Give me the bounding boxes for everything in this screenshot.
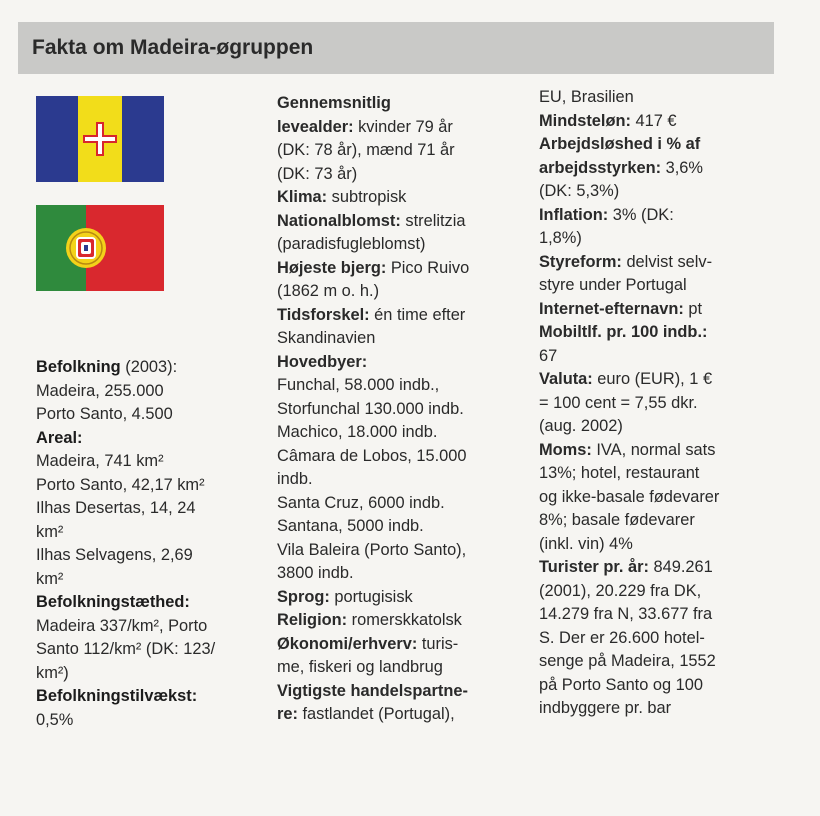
fact-internet: Internet-efternavn: pt: [539, 299, 703, 318]
fact-befolkning: Befolkning (2003): Madeira, 255.000 Porto Santo, 4.500: [36, 358, 178, 423]
fact-label: Mobiltlf. pr. 100 indb.:: [539, 323, 708, 341]
fact-befolkningstaethed: Befolkningstæthed: Madeira 337/km², Porto Santo 112/km² (DK: 123/ km²): [36, 593, 216, 682]
fact-label: Arbejdsløshed i % af: [539, 135, 701, 153]
fact-label: Befolkningstilvækst:: [36, 687, 198, 705]
fact-okonomi: Økonomi/erhverv: turis- me, fiskeri og landbrug: [277, 634, 459, 676]
fact-handelspartnere-cont: EU, Brasilien: [539, 88, 634, 106]
fact-valuta: Valuta: euro (EUR), 1 € = 100 cent = 7,55 dkr. (aug. 2002): [539, 370, 713, 435]
madeira-flag-icon: [36, 96, 164, 182]
fact-mobil: Mobiltlf. pr. 100 indb.: 67: [539, 321, 771, 368]
fact-nationalblomst: Nationalblomst: strelitzia (paradisfugleblomst): [277, 211, 466, 253]
fact-label: Befolkningstæthed:: [36, 593, 190, 611]
fact-hovedbyer: Hovedbyer: Funchal, 58.000 indb., Storfunchal 130.000 indb. Machico, 18.000 indb. Câmara de Lobos, 15.000 indb. Santa Cruz, 6000 indb. Santana, 5000 indb. Vila Baleira (Porto Santo), 3800 indb.: [277, 351, 517, 586]
fact-moms: Moms: IVA, normal sats 13%; hotel, restaurant og ikke-basale fødevarer 8%; basale fødevarer (inkl. vin) 4%: [539, 440, 720, 553]
fact-areal: Areal: Madeira, 741 km² Porto Santo, 42,17 km² Ilhas Desertas, 14, 24 km² Ilhas Selvagens, 2,69 km²: [36, 428, 205, 588]
fact-religion: Religion: romerskkatolsk: [277, 611, 462, 629]
fact-sprog: Sprog: portugisisk: [277, 587, 413, 606]
fact-tidsforskel: Tidsforskel: én time efter Skandinavien: [277, 305, 466, 347]
column-right: [539, 86, 771, 721]
column-middle: [277, 92, 517, 727]
fact-arbejdsloshed: Arbejdsløshed i % af arbejdsstyrken: 3,6% (DK: 5,3%): [539, 133, 771, 204]
fact-label: Hovedbyer:: [277, 352, 368, 371]
column-left: [36, 356, 258, 732]
fact-klima: Klima: subtropisk: [277, 188, 407, 206]
fact-mindstelon: Mindsteløn: 417 €: [539, 111, 677, 130]
fact-label: Vigtigste handelspartne-: [277, 681, 468, 700]
portugal-flag-icon: [36, 205, 164, 291]
fact-handelspartnere: Vigtigste handelspartne- re: fastlandet (Portugal),: [277, 680, 517, 727]
fact-label: Befolkning: [36, 358, 121, 376]
fact-label: Gennemsnitlig: [277, 94, 391, 112]
fact-levealder: Gennemsnitlig levealder: kvinder 79 år (DK: 78 år), mænd 71 år (DK: 73 år): [277, 92, 517, 186]
fact-befolkningstilvaekst: Befolkningstilvækst: 0,5%: [36, 687, 198, 729]
fact-styreform: Styreform: delvist selv- styre under Portugal: [539, 252, 713, 294]
fact-label: Areal:: [36, 428, 83, 447]
header-bar: [18, 22, 774, 74]
fact-inflation: Inflation: 3% (DK: 1,8%): [539, 205, 674, 247]
fact-turister: Turister pr. år: 849.261 (2001), 20.229 fra DK, 14.279 fra N, 33.677 fra S. Der er 26.600 hotel- senge på Madeira, 1552 på Porto Santo og 100 indbyggere pr. bar: [539, 558, 716, 717]
fact-hoejeste-bjerg: Højeste bjerg: Pico Ruivo (1862 m o. h.): [277, 258, 470, 300]
page-title: Fakta om Madeira-øgruppen: [32, 36, 314, 59]
